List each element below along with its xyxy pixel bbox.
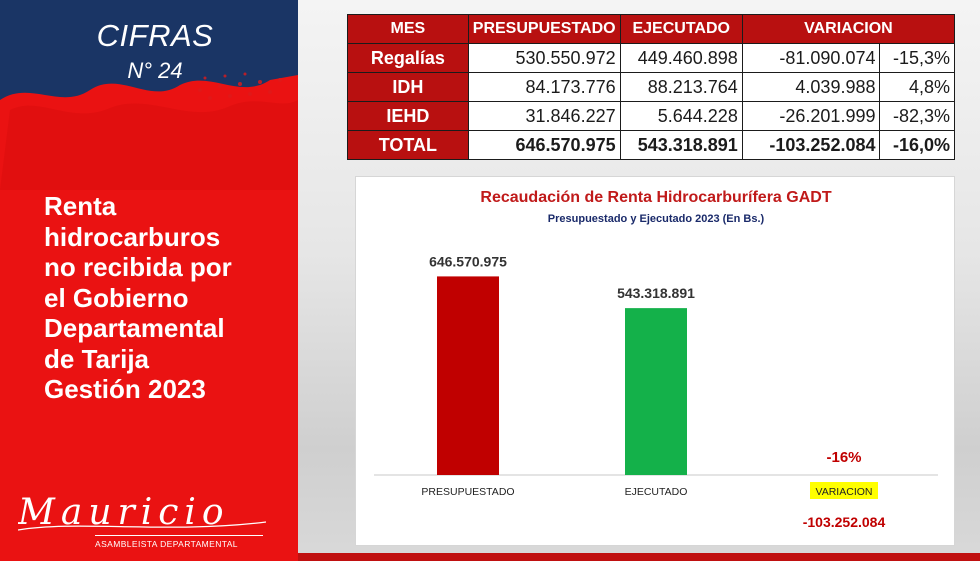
signature-divider <box>95 535 263 536</box>
data-label-variacion: -103.252.084 <box>802 514 886 530</box>
cell-ejecutado: 543.318.891 <box>620 131 742 160</box>
headline <box>44 191 294 405</box>
header-variacion: VARIACION <box>742 15 954 44</box>
cell-variacion: -81.090.074 <box>742 44 880 73</box>
category-label-presupuestado: PRESUPUESTADO <box>421 486 515 498</box>
category-label-variacion: VARIACION <box>815 486 873 498</box>
signature-subtitle: ASAMBLEISTA DEPARTAMENTAL <box>95 539 238 549</box>
bar-ejecutado <box>625 308 687 475</box>
cell-variacion: -26.201.999 <box>742 102 880 131</box>
table-header-row <box>348 15 955 44</box>
cell-pct: -15,3% <box>880 44 955 73</box>
cell-ejecutado: 5.644.228 <box>620 102 742 131</box>
row-label: Regalías <box>348 44 469 73</box>
headline-line: el Gobierno <box>44 282 189 313</box>
header-ejecutado: EJECUTADO <box>620 15 742 44</box>
cifras-badge-number: N° 24 <box>127 58 183 83</box>
cell-pct: 4,8% <box>880 73 955 102</box>
table-row <box>348 73 955 102</box>
chart-card <box>355 176 955 546</box>
headline-line: Departamental <box>44 313 225 343</box>
cell-presupuestado: 646.570.975 <box>468 131 620 160</box>
paint-splash-decoration <box>0 70 298 190</box>
header-presupuestado: PRESUPUESTADO <box>468 15 620 44</box>
cifras-badge-title: CIFRAS <box>96 18 214 53</box>
chart-subtitle: Presupuestado y Ejecutado 2023 (En Bs.) <box>547 213 765 225</box>
cell-variacion: -103.252.084 <box>742 131 880 160</box>
cell-pct: -82,3% <box>880 102 955 131</box>
header-mes: MES <box>348 15 469 44</box>
bar-presupuestado <box>437 276 499 475</box>
cell-ejecutado: 449.460.898 <box>620 44 742 73</box>
table-row-total <box>348 131 955 160</box>
data-label-ejecutado: 543.318.891 <box>617 285 695 302</box>
headline-line: de Tarija <box>44 343 150 374</box>
cell-presupuestado: 31.846.227 <box>468 102 620 131</box>
table-row <box>348 102 955 131</box>
table-row <box>348 44 955 73</box>
headline-line: Renta <box>44 191 117 221</box>
cell-presupuestado: 530.550.972 <box>468 44 620 73</box>
data-label-presupuestado: 646.570.975 <box>429 253 507 270</box>
bottom-strip <box>298 553 980 561</box>
headline-line: Gestión 2023 <box>44 374 206 404</box>
revenue-table <box>347 14 955 160</box>
left-panel <box>0 0 298 561</box>
cell-presupuestado: 84.173.776 <box>468 73 620 102</box>
row-label: IEHD <box>348 102 469 131</box>
row-label: TOTAL <box>348 131 469 160</box>
category-label-ejecutado: EJECUTADO <box>624 486 688 498</box>
cell-variacion: 4.039.988 <box>742 73 880 102</box>
row-label: IDH <box>348 73 469 102</box>
chart-title: Recaudación de Renta Hidrocarburífera GADT <box>480 189 832 206</box>
bar-chart <box>356 177 956 547</box>
headline-line: no recibida por <box>44 252 232 282</box>
headline-line: hidrocarburos <box>44 221 221 252</box>
variation-pct-label: -16% <box>826 449 862 466</box>
cell-pct: -16,0% <box>880 131 955 160</box>
signature-logo <box>18 490 268 535</box>
signature-text: Mauricio <box>18 492 230 533</box>
cell-ejecutado: 88.213.764 <box>620 73 742 102</box>
